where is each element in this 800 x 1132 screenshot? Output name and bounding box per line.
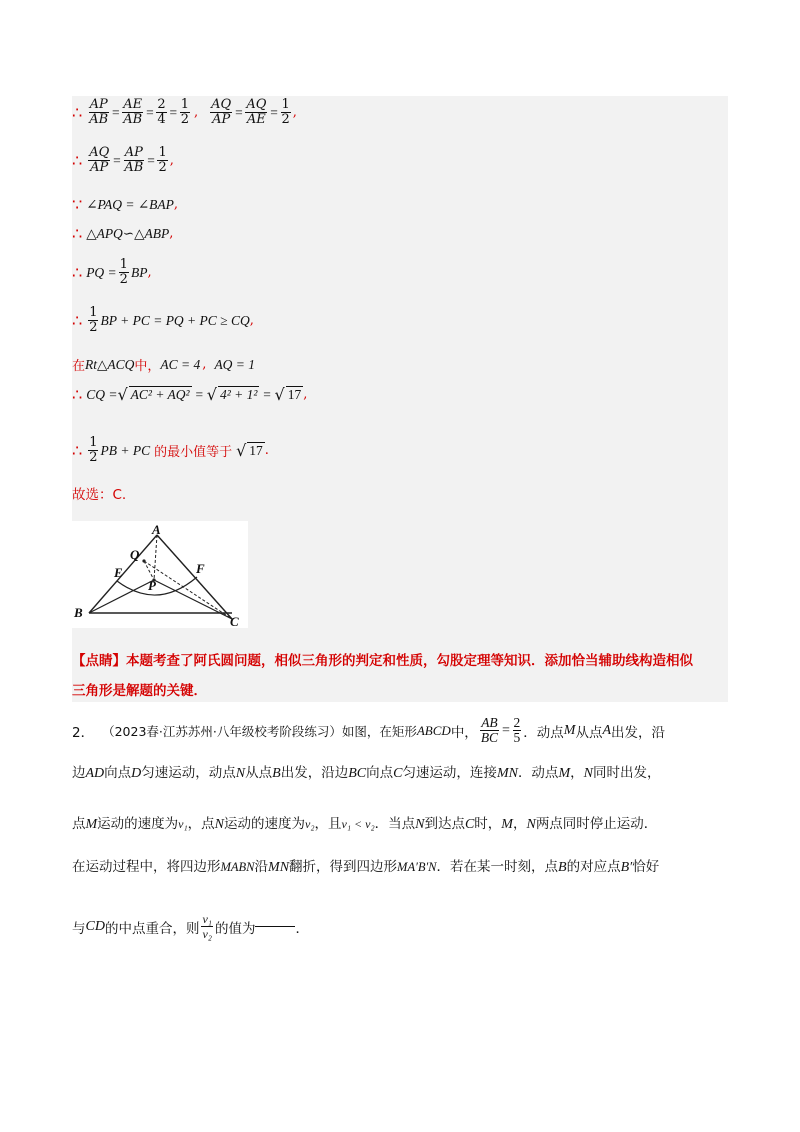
line-ab <box>89 535 157 613</box>
fraction: $\frac{AQ}{AP}$ <box>211 97 232 127</box>
label-f: F <box>196 561 205 576</box>
solution-line-6: ∴ $\frac{1}{2}$ BP + PC = PQ + PC ≥ CQ , <box>72 305 254 335</box>
fraction: $\frac{1}{2}$ <box>89 305 98 335</box>
label-p: P <box>148 578 156 593</box>
answer-blank[interactable] <box>255 926 295 927</box>
fraction: $\frac{AQ}{AP}$ <box>89 145 110 175</box>
therefore-symbol: ∴ <box>72 311 83 330</box>
label-q: Q <box>130 547 140 562</box>
label-e: E <box>114 565 123 580</box>
fraction: $\frac{1}{2}$ <box>180 97 190 127</box>
fraction: $\frac{AB}{BC}$ <box>480 715 499 745</box>
therefore-symbol: ∴ <box>72 441 83 460</box>
therefore-symbol: ∴ <box>72 151 83 170</box>
sqrt-symbol: √ <box>117 385 128 404</box>
comment-line-1: 【点睛】本题考查了阿氏圆问题，相似三角形的判定和性质，勾股定理等知识．添加恰当辅助线构造相似 <box>72 653 693 669</box>
comment-line-2: 三角形是解题的关键． <box>72 683 207 699</box>
solution-line-1: ∴ $\frac{AP}{AB}$ = $\frac{AE}{AB}$ = $\frac{2}{4}$ = $\frac{1}{2}$ , $\frac{AQ}{AP}$ = $\frac{AQ}{AE}$ = $\frac{1}{2}$ , <box>72 97 297 127</box>
question-line-3: 点M运动的速度为v₁，点N运动的速度为v₂，且v₁ < v₂．当点N到达点C时，M，N两点同时停止运动． <box>72 816 658 832</box>
fraction: $\frac{AP}{AB}$ <box>124 145 144 175</box>
fraction: $\frac{AP}{AB}$ <box>89 97 109 127</box>
line-bp <box>89 580 154 613</box>
because-symbol: ∵ <box>72 195 83 214</box>
solution-line-3: ∵ ∠PAQ = ∠BAP , <box>72 195 179 214</box>
solution-line-2: ∴ $\frac{AQ}{AP}$ = $\frac{AP}{AB}$ = $\frac{1}{2}$ , <box>72 145 174 175</box>
question-line-2: 边AD向点D匀速运动，动点N从点B出发，沿边BC向点C匀速运动，连接MN．动点M，N同时出发， <box>72 765 661 781</box>
label-b: B <box>74 605 83 620</box>
answer-choice: 故选：C. <box>72 487 127 503</box>
solution-line-4: ∴ △APQ∽△ABP , <box>72 224 174 243</box>
solution-line-5: ∴ PQ = $\frac{1}{2}$ BP , <box>72 257 152 287</box>
solution-line-9: ∴ $\frac{1}{2}$ PB + PC 的最小值等于 √ 17 . <box>72 435 269 465</box>
fraction: $\frac{1}{2}$ <box>158 145 167 175</box>
sqrt-symbol: √ <box>274 385 285 404</box>
question-line-5: 与 CD 的中点重合，则 $\frac{\text{v₁}}{\text{v₂}}$ 的值为 ． <box>72 912 309 941</box>
solution-line-8: ∴ CQ = √ AC² + AQ² = √ 4² + 1² = √ 17 , <box>72 385 308 404</box>
fraction: $\frac{1}{2}$ <box>281 97 290 127</box>
fraction: $\frac{1}{2}$ <box>89 435 98 465</box>
sqrt-symbol: √ <box>206 385 217 404</box>
question-line-4: 在运动过程中，将四边形MABN沿MN翻折，得到四边形MA′B′N．若在某一时刻，点B的对应点B′恰好 <box>72 859 660 875</box>
solution-line-7: 在 Rt△ACQ 中， AC = 4 , AQ = 1 <box>72 356 256 374</box>
geometry-figure <box>72 521 248 628</box>
fraction: $\frac{\text{v₁}}{\text{v₂}}$ <box>202 912 212 941</box>
fraction: $\frac{2}{5}$ <box>513 715 521 745</box>
point-q <box>142 559 145 562</box>
therefore-symbol: ∴ <box>72 103 83 122</box>
line-ac-dashed <box>157 535 232 619</box>
label-a: A <box>152 522 161 537</box>
therefore-symbol: ∴ <box>72 385 83 404</box>
therefore-symbol: ∴ <box>72 224 83 243</box>
fraction: $\frac{AQ}{AE}$ <box>246 97 267 127</box>
fraction: $\frac{1}{2}$ <box>119 257 128 287</box>
sqrt-symbol: √ <box>236 441 247 460</box>
fraction: $\frac{AE}{AB}$ <box>123 97 143 127</box>
label-c: C <box>230 614 239 628</box>
question-line-1: 2． （2023春·江苏苏州·八年级校考阶段练习）如图，在矩形 ABCD 中， $\frac{AB}{BC}$ = $\frac{2}{5}$ ．动点 M 从点 A 出发，沿 <box>72 715 666 745</box>
geometry-svg <box>72 521 248 628</box>
fraction: $\frac{2}{4}$ <box>157 97 166 127</box>
therefore-symbol: ∴ <box>72 263 83 282</box>
line-ap <box>154 535 157 580</box>
